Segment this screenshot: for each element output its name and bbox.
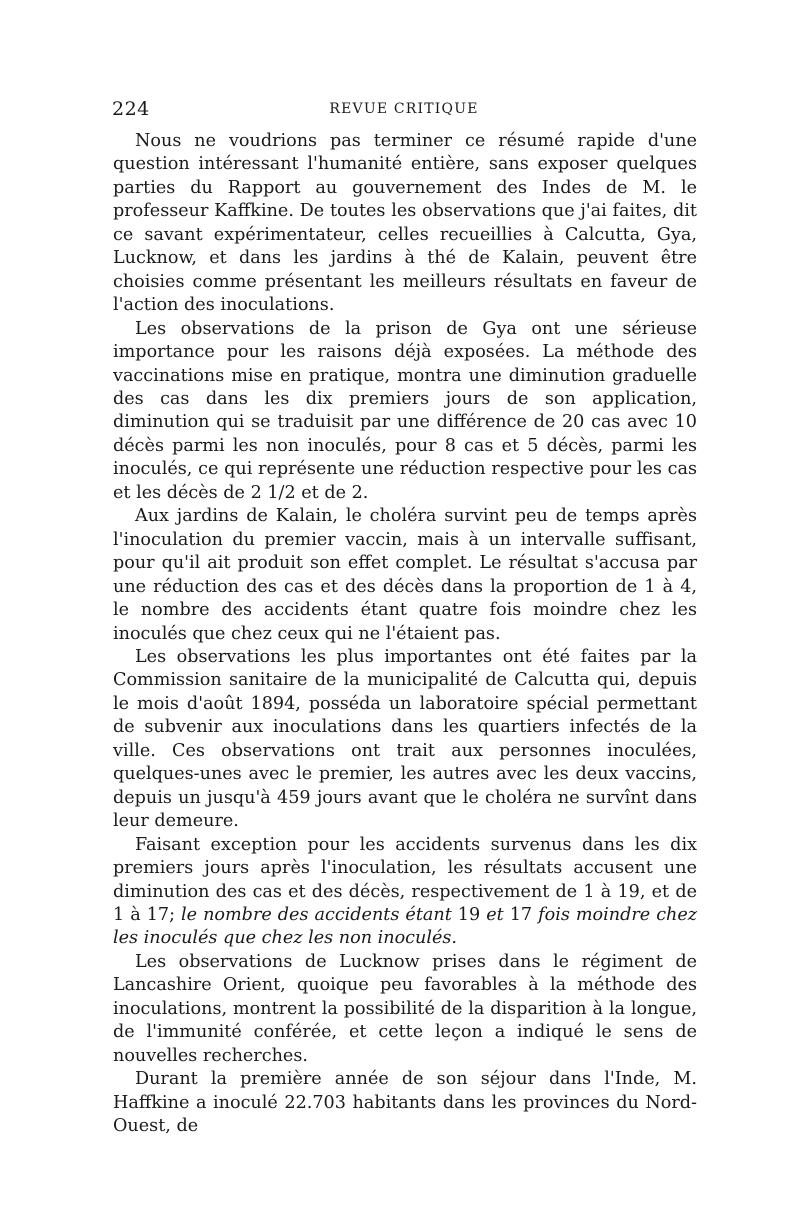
paragraph-5-italic-b: et <box>486 904 504 925</box>
paragraph-5-roman: Faisant exception pour les accidents survenus dans les dix premiers jours après l'inoculation, les résultats accusent une diminution des cas et des décès, respectivement de 1 à 19, et de 1 à 17; <box>113 834 697 925</box>
paragraph-2: Les observations de la prison de Gya ont une sérieuse importance pour les raisons déjà exposées. La méthode des vaccinations mise en pratique, montra une diminution graduelle des cas dans les dix premiers jours de son application, diminution qui se traduisit par une différence de 20 cas avec 10 décès parmi les non inoculés, pour 8 cas et 5 décès, parmi les inoculés, ce qui représente une réduction respective pour les cas et les décès de 2 1/2 et de 2. <box>113 318 697 503</box>
paragraph-1: Nous ne voudrions pas terminer ce résumé rapide d'une question intéressant l'humanité entière, sans exposer quelques parties du Rapport au gouvernement des Indes de M. le professeur Kaffkine. De toutes les observations que j'ai faites, dit ce savant expérimentateur, celles recueillies à Calcutta, Gya, Lucknow, et dans les jardins à thé de Kalain, peuvent être choisies comme présentant les meilleurs résultats en faveur de l'action des inoculations. <box>113 131 697 316</box>
paragraph-5-number-b: 17 <box>509 904 533 925</box>
paragraph-4: Les observations les plus importantes ont été faites par la Commission sanitaire de la municipalité de Calcutta qui, depuis le mois d'août 1894, posséda un laboratoire spécial permettant de subvenir aux inoculations dans les quartiers infectés de la ville. Ces observations ont trait aux personnes inoculées, quelques-unes avec le premier, les autres avec les deux vaccins, depuis un jusqu'à 459 jours avant que le choléra ne survînt dans leur demeure. <box>113 646 697 832</box>
paragraph-5-number-a: 19 <box>457 904 481 925</box>
paragraph-6: Les observations de Lucknow prises dans le régiment de Lancashire Orient, quoique peu favorables à la méthode des inoculations, montrent la possibilité de la disparition à la longue, de l'immunité conférée, et cette leçon a indiqué le sens de nouvelles recherches. <box>113 951 697 1066</box>
body-text <box>113 130 697 1138</box>
paragraph-7: Durant la première année de son séjour dans l'Inde, M. Haffkine a inoculé 22.703 habitants dans les provinces du Nord-Ouest, de <box>113 1069 697 1137</box>
page-header <box>112 98 696 122</box>
running-title: REVUE CRITIQUE <box>329 101 479 117</box>
paragraph-5-italic-c: fois moindre chez les inoculés que chez les non inoculés. <box>113 904 698 949</box>
paragraph-3: Aux jardins de Kalain, le choléra survint peu de temps après l'inoculation du premier vaccin, mais à un intervalle suffisant, pour qu'il ait produit son effet complet. Le résultat s'accusa par une réduction des cas et des décès dans la proportion de 1 à 4, le nombre des accidents étant quatre fois moindre chez les inoculés que chez ceux qui ne l'étaient pas. <box>113 506 697 644</box>
page-number: 224 <box>112 98 150 120</box>
paragraph-5-italic-a: le nombre des accidents étant <box>181 904 452 925</box>
paragraph-5 <box>113 834 697 951</box>
